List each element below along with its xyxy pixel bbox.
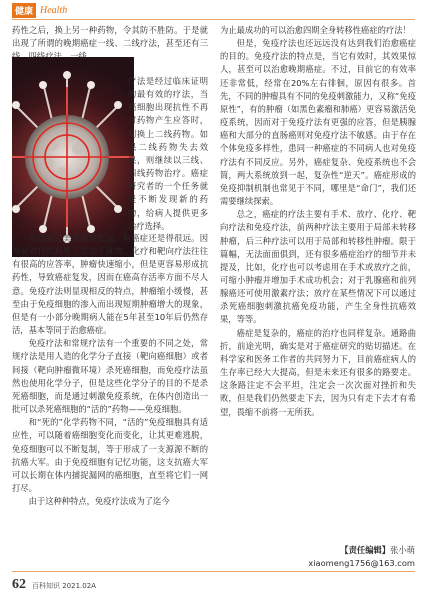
left-paragraph-2: 虽然需完美迷惑得很远，但癌症还是得很远。因为在对付抗药性上总显了优势。化疗和靶向疗法往往有很高的应答率，肿瘤快速缩小，但是更容易形成抗药性，导致癌症复发，因而在癌高存活率方面不尽人意。免疫疗法则显现相反的特点，肿瘤缩小缓慢，甚至由于免疫细胞的渗入而出现短期肿瘤增大的现象，但是有一小部分晚期病人能在5年甚至10年后仍然存活，基本等同于治愈癌症。 [12, 233, 208, 336]
editor-name: 张小萌 [390, 545, 415, 555]
left-wrapped-paragraph: 疗法是经过临床证明的最有效的疗法，当癌细胞出现抗性不再对药物产生应答时，则换上二线药物。如果二线药物失去效果，则继续以三线、四线药物治疗。癌症研究者的一个任务就是不断发现新的药物，给病人提供更多治疗选择。 [128, 76, 208, 231]
left-paragraph-3: 免疫疗法和常规疗法有一个重要的不同之处，常规疗法是用人造的化学分子直接（靶向癌细胞）或者间接（靶向肿瘤微环境）杀死癌细胞，而免疫疗法虽然也使用化学分子，但是这些化学分子的目的不是杀死癌细胞，而是通过刺激免疫系统，在体内创造出一批可以杀死癌细胞的“活的”药物——免疫细胞。 [12, 338, 208, 415]
section-header [12, 2, 67, 18]
page-number: 62 [12, 577, 26, 592]
right-paragraph-1: 为止最成功的可以治愈四期全身转移性癌症的疗法！ [220, 25, 411, 35]
right-column [220, 24, 416, 419]
left-paragraph-5: 由于这种种特点，免疫疗法成为了迄今 [28, 496, 170, 507]
left-paragraph-4: 和“死的”化学药物不同，“活的”免疫细胞具有适应性，可以随着癌细胞变化而变化，让其更难逃脱，免疫细胞可以不断复制，等于形成了一支源源不断的抗癌大军。由于免疫细胞有记忆功能，这支抗癌大军可以长期在体内捕捉漏网的癌细胞，直至将它们一网打尽。 [12, 417, 208, 493]
page-footer [12, 577, 96, 593]
virus-image [12, 57, 134, 257]
left-wrapped-text [128, 75, 208, 233]
right-paragraph-2: 但是，免疫疗法也还远远没有达到我们治愈癌症的目的。免疫疗法的特点是，当它有效时，其效果惊人，甚至可以治愈晚期癌症。不过，目前它的有效率还非常低，经常在20%左右徘徊，原因有很多。首先，不同的肿瘤具有不同的免疫刺激能力，又称“免疫原性”，有的肿瘤（如黑色素瘤和肺癌）更容易激活免疫系统，因而对于免疫疗法有更强的应答，但是胰腺癌和大部分的直肠癌则对免疫疗法不敏感。由于存在个体免疫多样性，患同一种癌症的不同病人也对免疫疗法有不同反应。另外，癌症复杂、免疫系统也不会简，两大系统放到一起，复杂性“逆天”。癌症形成的免疫抑制机制也常见于不同，哪里是“命门”，我们还需要继续探索。 [220, 38, 416, 207]
right-paragraph-3: 总之，癌症的疗法主要有手术、放疗、化疗、靶向疗法和免疫疗法，前两种疗法主要用于局部未转移肿瘤，后三种疗法可以用于局部和转移性肿瘤。限于篇幅，无法面面俱到，还有很多癌症治疗的细节并未提及，比如，化疗也可以考虑用在手术或放疗之前，可缩小肿瘤并增加手术成功机会；对于乳腺癌和前列腺癌还可使用激素疗法；放疗在某些情况下可以通过杀死癌细胞刺激抗癌免疫功能，产生全身性抗癌效果，等等。 [220, 209, 416, 325]
magazine-issue: 百科知识 2021.02A [32, 582, 96, 590]
left-column [12, 24, 208, 60]
left-column-lower [12, 232, 208, 508]
editor-credit [308, 544, 415, 570]
right-paragraph-4: 癌症是复杂的，癌症的治疗也同样复杂。通路曲折，前途光明，确实是对于癌症研究的贴切描述。在科学家和医务工作者的共同努力下，目前癌症病人的生存率已经大大提高，但是未来还有很多的路要走。这条路注定不会平坦，注定会一次次面对挫折和失败，但是我们仍然要走下去，因为只有走下去才有希望，畏缩不前将一无所获。 [220, 327, 416, 417]
section-english-title: Health [40, 4, 68, 16]
virus-crosshair-illustration [12, 57, 134, 257]
editor-email: xiaomeng1756@163.com [308, 558, 415, 568]
editor-label: 【责任编辑】 [340, 545, 391, 555]
left-paragraph-1: 药性之后，换上另一种药物，令其防不胜防。于是就出现了所谓的晚期癌症一线、二线疗法，甚至还有三 [12, 25, 208, 49]
header-rule [12, 19, 415, 20]
footer-rule [12, 571, 415, 572]
section-tag: 健康 [12, 3, 36, 18]
